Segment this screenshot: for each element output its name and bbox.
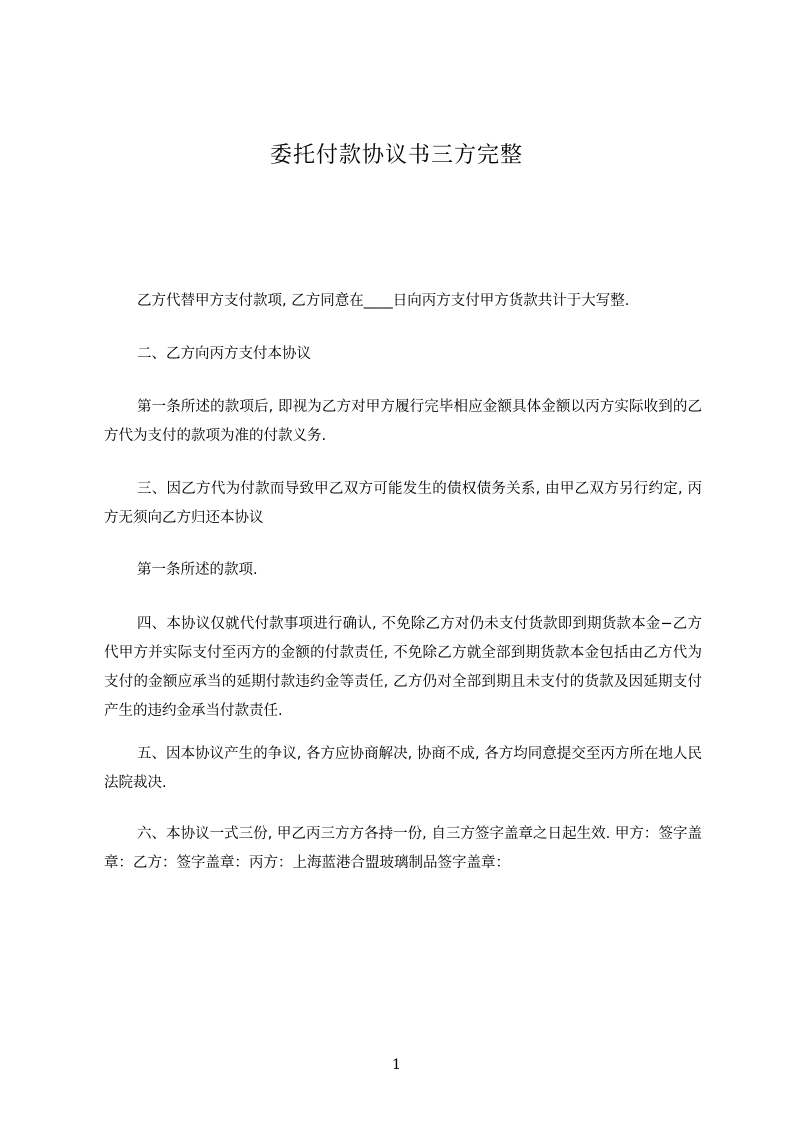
paragraph-section-six-signatures: 六、本协议一式三份, 甲乙丙三方方各持一份, 自三方签字盖章之日起生效. 甲方：签字盖章：乙方：签字盖章：丙方：上海蓝港合盟玻璃制品签字盖章： <box>104 826 702 871</box>
paragraph-section-two-heading: 二、乙方向丙方支付本协议 <box>137 346 311 362</box>
paragraph-payment-obligation: 第一条所述的款项后, 即视为乙方对甲方履行完毕相应金额具体金额以丙方实际收到的乙方代为支付的款项为准的付款义务. <box>104 399 702 444</box>
paragraph-section-four: 四、本协议仅就代付款事项进行确认, 不免除乙方对仍未支付货款即到期货款本金−乙方代甲方并实际支付至丙方的金额的付款责任, 不免除乙方就全部到期货款本金包括由乙方代为支付的金额应承当的延期付款违约金等责任, 乙方仍对全部到期且未支付的货款及因延期支付产生的违约金承当付款责任. <box>104 616 702 719</box>
paragraph-article-one-reference: 第一条所述的款项. <box>137 562 258 578</box>
paragraph-section-three: 三、因乙方代为付款而导致甲乙双方可能发生的债权债务关系, 由甲乙双方另行约定, 丙方无须向乙方归还本协议 <box>104 481 702 526</box>
document-title: 委托付款协议书三方完整 <box>269 143 523 168</box>
paragraph-payment-commitment: 乙方代替甲方支付款项, 乙方同意在____日向丙方支付甲方货款共计于大写整. <box>137 293 630 309</box>
paragraph-section-five: 五、因本协议产生的争议, 各方应协商解决, 协商不成, 各方均同意提交至丙方所在地人民法院裁决. <box>104 746 702 791</box>
page-number: 1 <box>392 1057 401 1073</box>
